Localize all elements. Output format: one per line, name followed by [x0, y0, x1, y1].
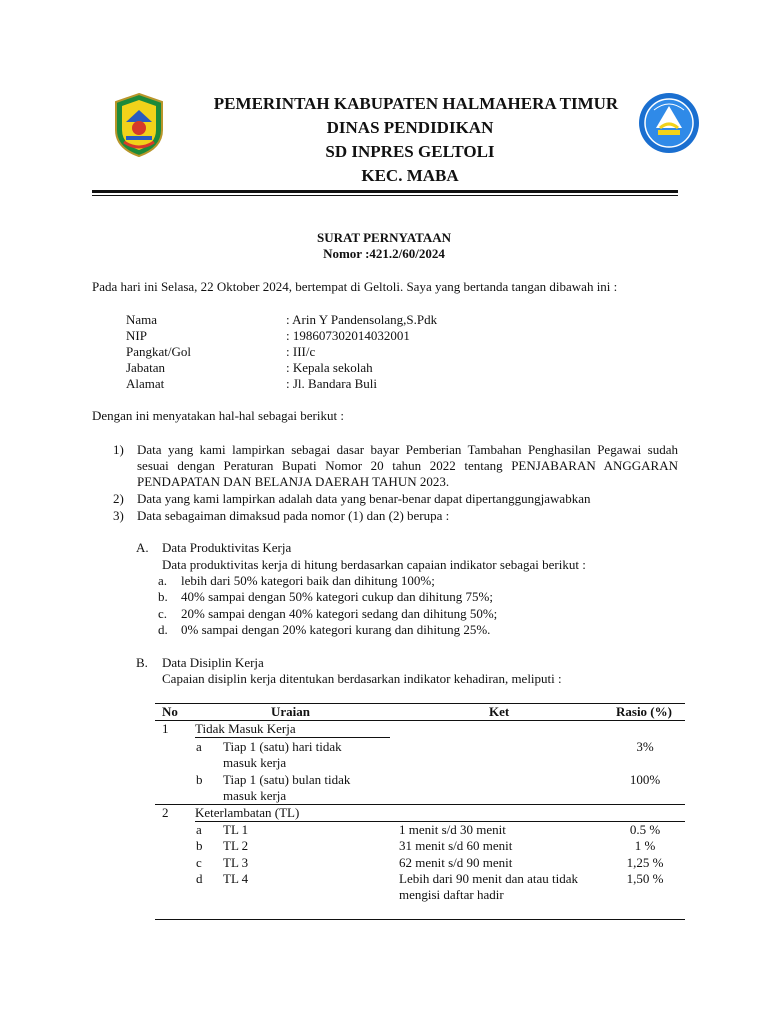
table-header-rasio: Rasio (%) — [616, 704, 672, 719]
table-row-uraian: TL 3 — [223, 855, 249, 870]
table-row-key: a — [196, 822, 202, 837]
point-line: sesuai dengan Peraturan Bupati Nomor 20 tahun 2022 tentang PENJABARAN ANGGARAN — [137, 458, 678, 473]
letterhead-line-2: DINAS PENDIDIKAN — [326, 118, 494, 137]
section-a-title: Data Produktivitas Kerja — [162, 540, 292, 555]
list-item: lebih dari 50% kategori baik dan dihitung 100%; — [181, 573, 435, 588]
table-row-uraian: TL 2 — [223, 838, 249, 853]
list-item-key: b. — [158, 589, 168, 604]
table-row-rasio: 3% — [636, 739, 654, 754]
table-group-no: 2 — [162, 805, 169, 820]
table-header-no: No — [162, 704, 178, 719]
identity-label: Nama — [126, 312, 158, 327]
table-row-key: b — [196, 838, 203, 853]
letterhead — [150, 92, 670, 188]
list-item-key: d. — [158, 622, 168, 637]
identity-value: : Jl. Bandara Buli — [286, 376, 377, 391]
table-header-uraian: Uraian — [271, 704, 310, 719]
table-row-key: a — [196, 739, 202, 754]
list-item: 0% sampai dengan 20% kategori kurang dan dihitung 25%. — [181, 622, 491, 637]
point-line: Data yang kami lampirkan sebagai dasar bayar Pemberian Tambahan Penghasilan Pegawai sudah — [137, 442, 678, 457]
identity-value: : 198607302014032001 — [286, 328, 410, 343]
letterhead-rule-thick — [92, 190, 678, 193]
table-row-rasio: 1,50 % — [626, 871, 664, 886]
point-text — [137, 442, 678, 490]
table-row-ket: 62 menit s/d 90 menit — [399, 855, 513, 870]
section-a-letter: A. — [136, 540, 149, 555]
table-group-title: Tidak Masuk Kerja — [195, 721, 296, 736]
table-row-uraian: TL 4 — [223, 871, 249, 886]
table-row-key: d — [196, 871, 203, 886]
document-title: SURAT PERNYATAAN — [317, 230, 451, 245]
table-row-ket: 1 menit s/d 30 menit — [399, 822, 506, 837]
document-number: Nomor :421.2/60/2024 — [323, 246, 445, 261]
point-number: 1) — [113, 442, 124, 457]
identity-label: Jabatan — [126, 360, 165, 375]
table-row-rasio: 0.5 % — [629, 822, 661, 837]
intro-paragraph: Pada hari ini Selasa, 22 Oktober 2024, bertempat di Geltoli. Saya yang bertanda tangan dibawah ini : — [92, 279, 618, 294]
table-row-uraian-cont: masuk kerja — [223, 788, 287, 803]
point-text: Data sebagaiman dimaksud pada nomor (1) dan (2) berupa : — [137, 508, 450, 523]
section-b-title: Data Disiplin Kerja — [162, 655, 264, 670]
table-top-rule — [155, 703, 685, 704]
table-header-ket: Ket — [489, 704, 510, 719]
letterhead-line-3: SD INPRES GELTOLI — [325, 142, 495, 161]
table-row-ket-cont: mengisi daftar hadir — [399, 887, 504, 902]
letterhead-line-4: KEC. MABA — [361, 166, 459, 185]
table-row-uraian-cont: masuk kerja — [223, 755, 287, 770]
identity-value: : III/c — [286, 344, 316, 359]
list-item: 20% sampai dengan 40% kategori sedang dan dihitung 50%; — [181, 606, 498, 621]
table-row-ket: Lebih dari 90 menit dan atau tidak — [399, 871, 579, 886]
table-group-no: 1 — [162, 721, 169, 736]
table-row-key: c — [196, 855, 202, 870]
table-row-rasio: 100% — [629, 772, 661, 787]
point-text: Data yang kami lampirkan adalah data yang benar-benar dapat dipertanggungjawabkan — [137, 491, 591, 506]
table-row-uraian: Tiap 1 (satu) bulan tidak — [223, 772, 351, 787]
section-b-letter: B. — [136, 655, 148, 670]
list-item-key: a. — [158, 573, 168, 588]
table-bottom-rule — [155, 919, 685, 920]
statement-intro: Dengan ini menyatakan hal-hal sebagai berikut : — [92, 408, 344, 423]
list-item-key: c. — [158, 606, 168, 621]
identity-value: : Arin Y Pandensolang,S.Pdk — [286, 312, 438, 327]
table-row-rasio: 1,25 % — [626, 855, 664, 870]
point-number: 3) — [113, 508, 124, 523]
identity-label: NIP — [126, 328, 147, 343]
table-row-rasio: 1 % — [634, 838, 656, 853]
table-group-title: Keterlambatan (TL) — [195, 805, 300, 820]
table-row-uraian: Tiap 1 (satu) hari tidak — [223, 739, 342, 754]
letterhead-line-1: PEMERINTAH KABUPATEN HALMAHERA TIMUR — [213, 94, 619, 113]
identity-value: : Kepala sekolah — [286, 360, 373, 375]
table-row-ket: 31 menit s/d 60 menit — [399, 838, 513, 853]
point-line: PENDAPATAN DAN BELANJA DAERAH TAHUN 2023. — [137, 474, 450, 489]
section-b-desc: Capaian disiplin kerja ditentukan berdasarkan indikator kehadiran, meliputi : — [162, 671, 562, 686]
identity-label: Pangkat/Gol — [126, 344, 191, 359]
letterhead-rule-thin — [92, 195, 678, 196]
section-a-desc: Data produktivitas kerja di hitung berdasarkan capaian indikator sebagai berikut : — [162, 557, 586, 572]
table-group-rule — [195, 737, 390, 738]
table-row-key: b — [196, 772, 203, 787]
identity-label: Alamat — [126, 376, 165, 391]
point-number: 2) — [113, 491, 124, 506]
table-row-uraian: TL 1 — [223, 822, 249, 837]
list-item: 40% sampai dengan 50% kategori cukup dan dihitung 75%; — [181, 589, 493, 604]
